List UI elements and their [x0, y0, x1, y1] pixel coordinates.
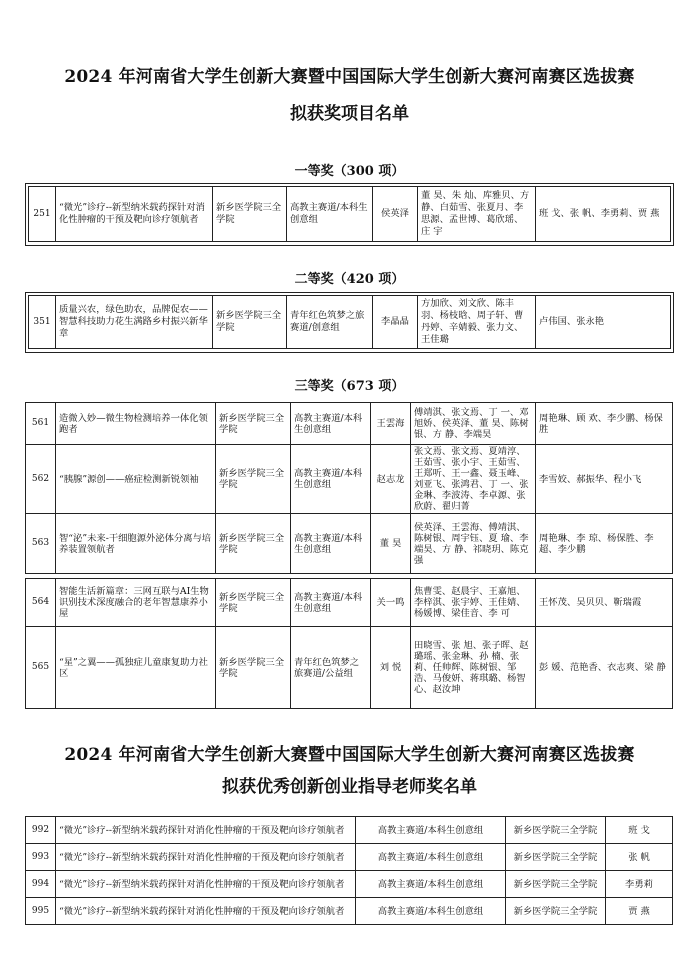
row-number: 995	[26, 898, 56, 925]
advisors: 周艳琳、李 琼、杨保胜、李 超、李少鹏	[536, 514, 673, 574]
table-row	[26, 579, 673, 627]
track-name: 高教主赛道/本科生创意组	[291, 579, 371, 627]
second-prize-heading: 二等奖（420 项）	[294, 272, 405, 287]
school-name: 新乡医学院三全学院	[506, 817, 606, 844]
table-row	[26, 627, 673, 709]
track-name: 高教主赛道/本科生创意组	[287, 187, 373, 242]
advisors: 李雪姣、郝振华、程小飞	[536, 445, 673, 514]
track-name: 青年红色筑梦之旅赛道/创意组	[287, 296, 373, 349]
track-name: 高教主赛道/本科生创意组	[356, 844, 506, 871]
members: 傅靖淇、张文焉、丁 一、邓旭娇、侯英泽、董 昊、陈树银、方 静、李端昊	[411, 403, 536, 445]
track-name: 高教主赛道/本科生创意组	[356, 871, 506, 898]
school-name: 新乡医学院三全学院	[216, 514, 291, 574]
row-number: 562	[26, 445, 56, 514]
track-name: 高教主赛道/本科生创意组	[291, 445, 371, 514]
members: 方加欣、刘文欣、陈丰羽、杨枝晗、周子轩、曹丹婷、辛婧毅、张力文、王佳璐	[418, 296, 536, 349]
table-row	[26, 871, 673, 898]
members: 侯英泽、王雲海、傅靖淇、陈树银、周宇钰、夏 瑜、李端昊、方 静、祁晓玥、陈克强	[411, 514, 536, 574]
third-prize-heading: 三等奖（673 项）	[294, 379, 405, 394]
row-number: 563	[26, 514, 56, 574]
table-row	[26, 817, 673, 844]
row-number: 565	[26, 627, 56, 709]
page-title: 2024 年河南省大学生创新大赛暨中国国际大学生创新大赛河南赛区选拔赛	[64, 67, 635, 87]
project-name: 造微入妙—微生物检测培养一体化领跑者	[56, 403, 216, 445]
school-name: 新乡医学院三全学院	[216, 579, 291, 627]
track-name: 高教主赛道/本科生创意组	[356, 817, 506, 844]
leader-name: 李晶晶	[373, 296, 418, 349]
project-name: 智能生活新篇章：三网互联与AI生物识别技术深度融合的老年智慧康养小屋	[56, 579, 216, 627]
advisors: 王怀茂、吴贝贝、靳瑞霞	[536, 579, 673, 627]
row-number: 993	[26, 844, 56, 871]
project-name: “星”之翼——孤独症儿童康复助力社区	[56, 627, 216, 709]
project-name: 智“泌”未来-干细胞源外泌体分离与培养装置领航者	[56, 514, 216, 574]
second-prize-table	[28, 295, 671, 349]
project-name: “微光”诊疗--新型纳米载药探针对消化性肿瘤的干预及靶向诊疗领航者	[56, 187, 213, 242]
first-prize-table	[28, 186, 671, 242]
teacher-name: 贾 燕	[606, 898, 673, 925]
track-name: 高教主赛道/本科生创意组	[356, 898, 506, 925]
teacher-table	[25, 816, 673, 925]
row-number: 992	[26, 817, 56, 844]
school-name: 新乡医学院三全学院	[506, 898, 606, 925]
members: 田晓雪、张 旭、张子晖、赵璐瑶、张金琳、孙 楠、张 莉、任帅辉、陈树银、邹 浩、马俊妍、蒋琪璐、杨智心、赵汝坤	[411, 627, 536, 709]
school-name: 新乡医学院三全学院	[506, 844, 606, 871]
project-name: 质量兴农，绿色助农，品牌促农——智慧科技助力花生满路乡村振兴新华章	[56, 296, 213, 349]
table-row	[26, 514, 673, 574]
table-row	[26, 898, 673, 925]
track-name: 高教主赛道/本科生创意组	[291, 403, 371, 445]
teacher-award-title: 2024 年河南省大学生创新大赛暨中国国际大学生创新大赛河南赛区选拔赛	[64, 745, 635, 765]
school-name: 新乡医学院三全学院	[213, 296, 287, 349]
leader-name: 侯英泽	[373, 187, 418, 242]
members: 张文焉、张文焉、夏靖淳、王茹雪、张小宇、王茹雪、王郑听、王一鑫、聂玉峰、刘亚飞、张鸿君、丁 一、张金琳、李波涛、李卓源、张欣蔚、翟归菁	[411, 445, 536, 514]
track-name: 青年红色筑梦之旅赛道/公益组	[291, 627, 371, 709]
teacher-award-subtitle: 拟获优秀创新创业指导老师奖名单	[222, 777, 477, 797]
table-row	[29, 187, 671, 242]
leader-name: 关一鸣	[371, 579, 411, 627]
third-prize-table-b	[25, 578, 673, 709]
advisors: 周艳琳、顾 欢、李少鹏、杨保胜	[536, 403, 673, 445]
row-number: 251	[29, 187, 56, 242]
advisors: 彭 媛、范艳香、衣志爽、梁 静	[536, 627, 673, 709]
table-row	[26, 844, 673, 871]
teacher-name: 李勇莉	[606, 871, 673, 898]
school-name: 新乡医学院三全学院	[506, 871, 606, 898]
school-name: 新乡医学院三全学院	[216, 445, 291, 514]
row-number: 564	[26, 579, 56, 627]
first-prize-heading: 一等奖（300 项）	[294, 164, 405, 179]
teacher-name: 班 戈	[606, 817, 673, 844]
leader-name: 赵志龙	[371, 445, 411, 514]
project-name: “微光”诊疗--新型纳米载药探针对消化性肿瘤的干预及靶向诊疗领航者	[56, 844, 356, 871]
row-number: 561	[26, 403, 56, 445]
track-name: 高教主赛道/本科生创意组	[291, 514, 371, 574]
members: 焦曹雯、赵晨宇、王嘉旭、李梓淇、张宇婷、王佳婧、杨媛博、梁佳音、李 可	[411, 579, 536, 627]
teacher-name: 张 帆	[606, 844, 673, 871]
advisors: 卢伟国、张永艳	[536, 296, 671, 349]
table-row	[29, 296, 671, 349]
leader-name: 刘 悦	[371, 627, 411, 709]
third-prize-table-a	[25, 402, 673, 574]
page-subtitle: 拟获奖项目名单	[290, 104, 409, 124]
school-name: 新乡医学院三全学院	[216, 403, 291, 445]
school-name: 新乡医学院三全学院	[213, 187, 287, 242]
row-number: 351	[29, 296, 56, 349]
row-number: 994	[26, 871, 56, 898]
members: 董 昊、朱 灿、库雅贝、方 静、白茹雪、张夏月、李思源、孟世博、葛欣瑶、庄 宇	[418, 187, 536, 242]
leader-name: 董 昊	[371, 514, 411, 574]
project-name: “微光”诊疗--新型纳米载药探针对消化性肿瘤的干预及靶向诊疗领航者	[56, 817, 356, 844]
table-row	[26, 445, 673, 514]
school-name: 新乡医学院三全学院	[216, 627, 291, 709]
table-row	[26, 403, 673, 445]
project-name: “微光”诊疗--新型纳米载药探针对消化性肿瘤的干预及靶向诊疗领航者	[56, 898, 356, 925]
project-name: “胰腺”源创——癌症检测新锐领袖	[56, 445, 216, 514]
advisors: 班 戈、张 帆、李勇莉、贾 燕	[536, 187, 671, 242]
leader-name: 王雲海	[371, 403, 411, 445]
project-name: “微光”诊疗--新型纳米载药探针对消化性肿瘤的干预及靶向诊疗领航者	[56, 871, 356, 898]
